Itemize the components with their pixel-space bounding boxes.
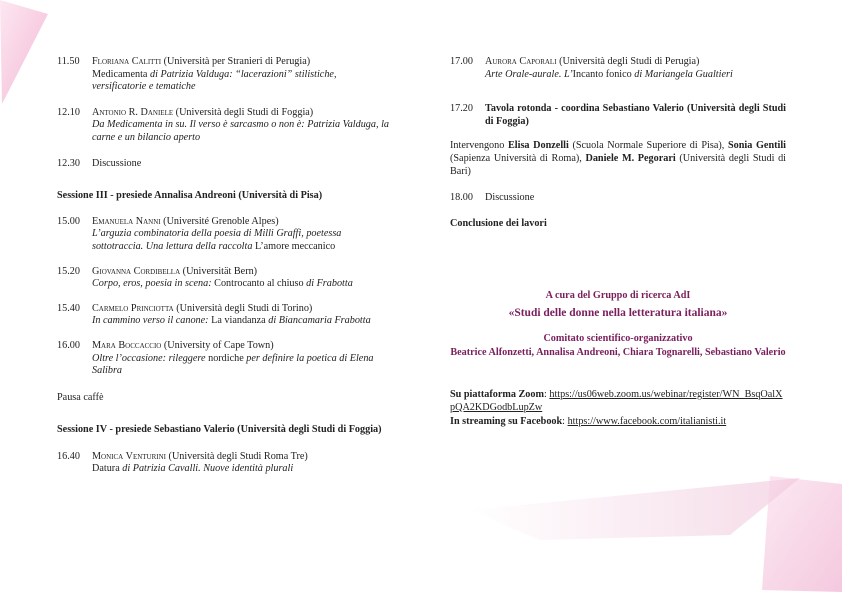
separator: : <box>543 389 550 401</box>
committee-members: Beatrice Alfonzetti, Annalisa Andreoni, Chiara Tognarelli, Sebastiano Valerio <box>450 346 786 358</box>
facebook-info <box>450 416 786 429</box>
talk-title-part: Da Medicamenta <box>92 119 163 131</box>
discussion-label: Discussione <box>485 192 535 204</box>
talk-title-part: di Frabotta <box>303 278 353 290</box>
bottom-right-triangle <box>762 476 842 592</box>
session-heading: Sessione IV - presiede Sebastiano Valerio (Università degli Studi di Foggia) <box>57 424 382 436</box>
speaker-name: Giovanna Cordibella <box>92 265 181 277</box>
time-label: 15.40 <box>57 302 80 314</box>
talk-title-part: di Patrizia Cavalli. Nuove identità plurali <box>119 463 294 475</box>
talk-title-part: in su. Il verso è sarcasmo o non è: Patrizia Valduga, la carne e un bilancio aperto <box>92 119 390 143</box>
program-entry <box>57 340 393 378</box>
program-entry <box>57 216 393 254</box>
facebook-label: In streaming su Facebook <box>450 416 563 428</box>
top-left-triangle <box>0 0 48 104</box>
time-label: 17.00 <box>450 56 473 67</box>
talk-title-part: di Patrizia Valduga: “lacerazioni” stilistiche, versificatorie e tematiche <box>92 68 337 93</box>
talk-title-part: nordiche <box>205 352 244 364</box>
organizers-block <box>450 290 786 359</box>
speaker-affiliation: (Université Grenoble Alpes) <box>160 215 279 227</box>
speaker-name: Monica Venturini <box>92 450 166 462</box>
speaker-affiliation: (Universität Bern) <box>180 265 258 277</box>
talk-title-part: Controcanto al chiuso <box>211 278 304 290</box>
curated-by: A cura del Gruppo di ricerca AdI <box>545 290 691 302</box>
roundtable-title <box>485 103 786 128</box>
talk-title-part: Arte Orale-aurale. L’ <box>485 68 573 80</box>
right-column <box>450 56 786 429</box>
panelist-name: Elisa Donzelli <box>507 140 569 152</box>
panelist-affiliation: (Università degli Studi di Bari) <box>450 152 786 177</box>
speaker-name: Floriana Calitti <box>92 56 162 67</box>
talk-title-part: per definire la poetica di Elena Salibra <box>92 352 374 377</box>
time-label: 12.10 <box>57 106 80 118</box>
panelist-name: Sonia Gentili <box>727 140 786 152</box>
zoom-label: Su piattaforma Zoom <box>450 389 544 401</box>
speaker-name: Aurora Caporali <box>485 56 557 67</box>
time-label: 11.50 <box>57 56 80 67</box>
session-heading: Sessione III - presiede Annalisa Andreoni (Università di Pisa) <box>57 190 323 202</box>
facebook-link[interactable]: https://www.facebook.com/italianisti.it <box>567 416 727 428</box>
program-entry <box>57 266 393 291</box>
committee-label: Comitato scientifico-organizzativo <box>543 332 693 344</box>
program-entry <box>57 303 393 328</box>
time-label: 17.20 <box>450 103 473 115</box>
talk-title-part: La viandanza <box>208 315 266 327</box>
speaker-affiliation: (Università per Stranieri di Perugia) <box>161 56 311 67</box>
talk-title-part: Oltre l’occasione: rileggere <box>92 352 206 364</box>
bottom-right-shape-large <box>470 478 800 540</box>
time-label: 18.00 <box>450 192 473 204</box>
time-label: 16.00 <box>57 339 80 351</box>
speaker-affiliation: (Università degli Studi Roma Tre) <box>166 450 308 462</box>
talk-title-part: L’amore meccanico <box>252 240 336 252</box>
program-entry <box>450 103 786 128</box>
zoom-link[interactable]: https://us06web.zoom.us/webinar/register/WN_BsqOalXpQA2KDGodbLupZw <box>450 389 783 413</box>
roundtable-title-text: Tavola rotonda - coordina Sebastiano Valerio (Università degli Studi di Foggia) <box>485 103 786 127</box>
speaker-affiliation: (Università degli Studi di Perugia) <box>556 56 700 67</box>
speaker-name: Emanuela Nanni <box>92 215 161 227</box>
talk-title-part: di Biancamaria Frabotta <box>265 315 371 327</box>
panelists-intro: Intervengono <box>450 140 508 152</box>
talk-title-part: Corpo, eros, poesia in scena: <box>92 278 212 290</box>
time-label: 15.00 <box>57 215 80 227</box>
separator: : <box>562 416 568 428</box>
speaker-affiliation: (Università degli Studi di Foggia) <box>173 106 314 118</box>
speaker-affiliation: (Università degli Studi di Torino) <box>173 302 313 314</box>
speaker-affiliation: (University of Cape Town) <box>161 339 274 351</box>
talk-title-part: di Mariangela Gualtieri <box>631 68 733 80</box>
program-entry <box>57 451 393 476</box>
talk-title-part: Datura <box>92 463 120 475</box>
speaker-name: Antonio R. Daniele <box>92 106 174 118</box>
panelist-affiliation: (Sapienza Università di Roma), <box>450 152 586 164</box>
discussion-label: Discussione <box>92 157 142 169</box>
panelist-name: Daniele M. Pegorari <box>585 152 676 164</box>
left-column <box>57 56 393 476</box>
panelist-affiliation: (Scuola Normale Superiore di Pisa), <box>568 140 728 152</box>
speaker-name: Mara Boccaccio <box>92 339 162 351</box>
time-label: 15.20 <box>57 265 80 277</box>
closing-label: Conclusione dei lavori <box>450 217 547 229</box>
break-label: Pausa caffè <box>57 391 104 403</box>
talk-title-part: Medicamenta <box>92 68 148 80</box>
panelists <box>450 140 786 178</box>
program-entry <box>450 192 786 205</box>
speaker-name: Carmelo Princiotta <box>92 302 174 314</box>
research-group-title: «Studi delle donne nella letteratura italiana» <box>508 306 728 319</box>
talk-title-part: In cammino verso il canone: <box>92 315 209 327</box>
time-label: 16.40 <box>57 450 80 462</box>
time-label: 12.30 <box>57 157 80 169</box>
program-entry <box>450 56 786 81</box>
talk-title-part: L’arguzia combinatoria della poesia di Milli Graffi, poetessa sottotraccia. Una lettura della raccolta <box>92 228 342 252</box>
zoom-info <box>450 389 786 414</box>
program-entry <box>57 56 393 94</box>
program-entry <box>57 107 393 145</box>
talk-title-part: Incanto fonico <box>572 68 632 80</box>
program-entry <box>57 158 393 171</box>
